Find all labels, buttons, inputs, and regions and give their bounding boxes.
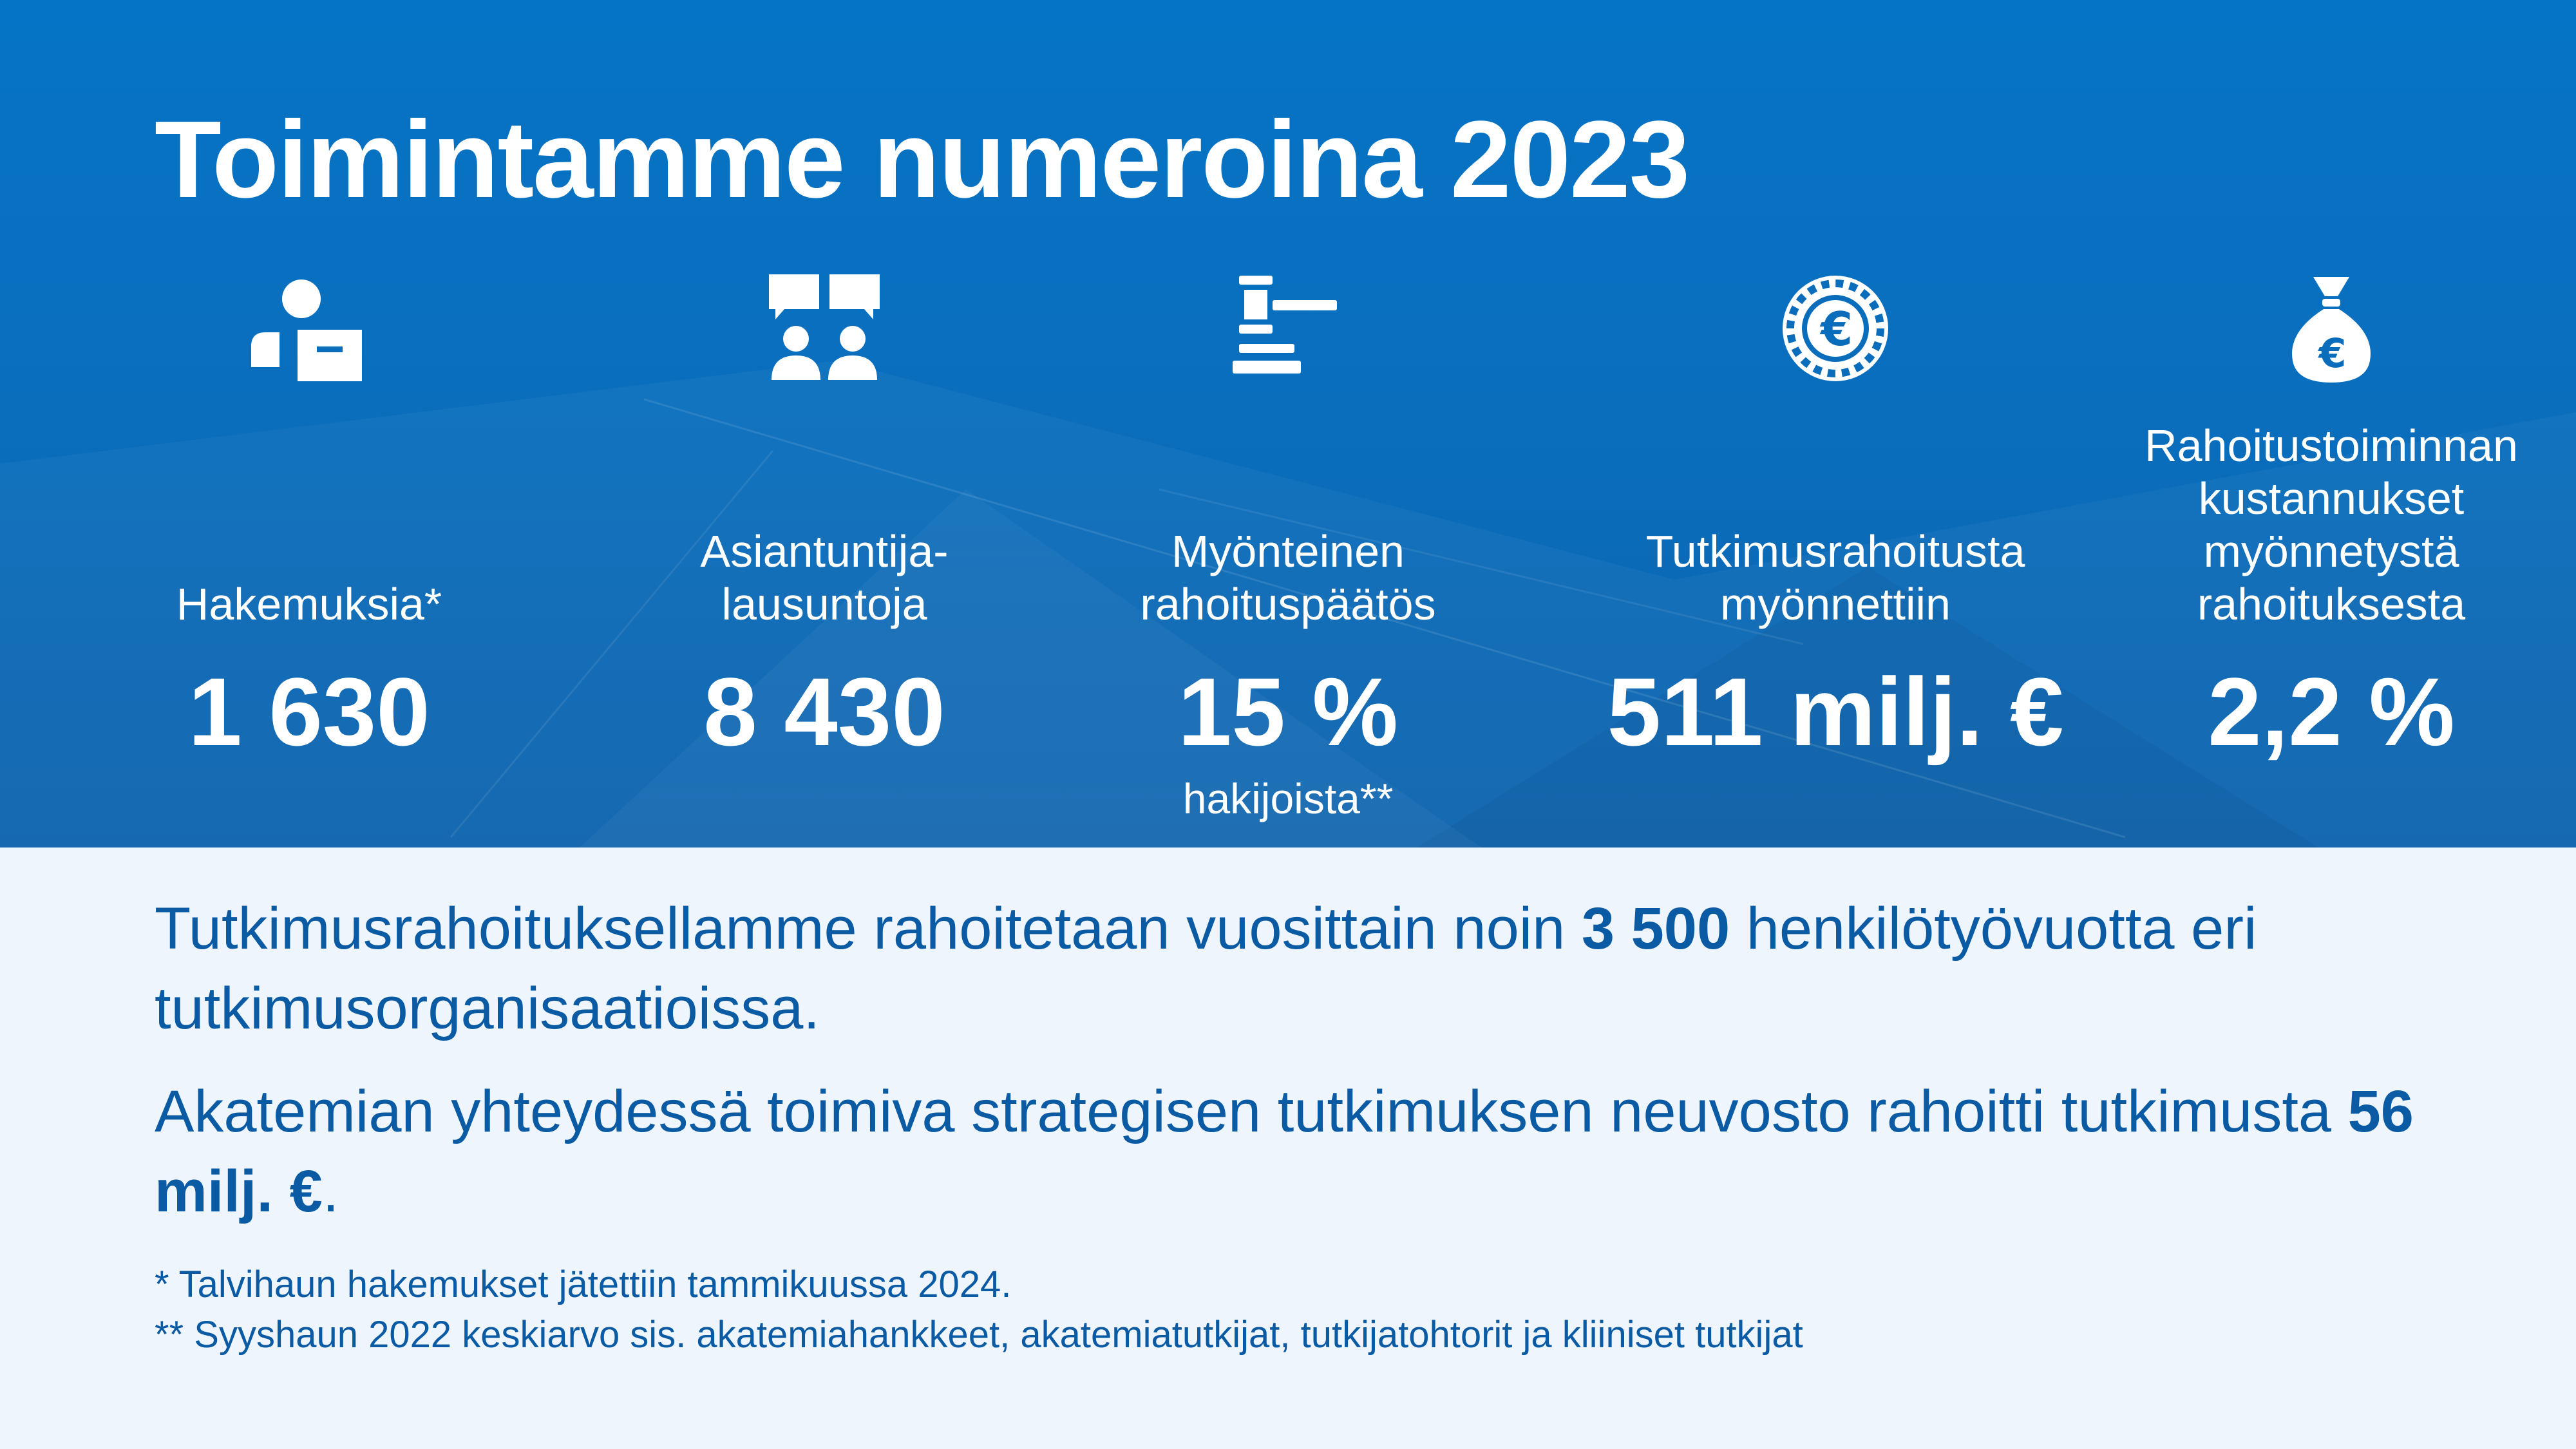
summary-paragraph-strategic-council xyxy=(155,1072,2473,1231)
stat-label xyxy=(1037,525,1539,630)
stat-funding-decision xyxy=(1037,0,1539,848)
summary-text: Tutkimusrahoituksellamme rahoitetaan vuosittain noin xyxy=(155,896,1582,961)
stat-label-line: Asiantuntija- xyxy=(700,526,949,576)
stat-label xyxy=(58,578,560,630)
stat-label xyxy=(1584,525,2087,630)
summary-text: henkilötyövuotta eri tutkimusorganisaatioissa. xyxy=(155,896,2257,1041)
stat-label-line: myönnetystä xyxy=(2203,526,2459,576)
svg-text:€: € xyxy=(1820,302,1853,356)
summary-highlight: 3 500 xyxy=(1581,896,1730,961)
stat-label-line: Hakemuksia* xyxy=(176,579,442,629)
stat-label-line: kustannukset xyxy=(2198,473,2465,524)
stat-value: 15 % xyxy=(1178,658,1398,766)
applicant-icon xyxy=(251,270,367,386)
stat-label xyxy=(573,525,1075,630)
expert-discussion-icon xyxy=(766,270,882,386)
summary-text: . xyxy=(322,1159,339,1224)
stat-label-line: rahoituspäätös xyxy=(1140,579,1436,629)
stat-value: 2,2 % xyxy=(2208,658,2455,766)
stat-research-funding xyxy=(1584,0,2087,848)
footnote: ** Syyshaun 2022 keskiarvo sis. akatemiahankkeet, akatemiatutkijat, tutkijatohtorit ja kliiniset tutkijat xyxy=(155,1314,1803,1356)
stat-applications xyxy=(58,0,560,848)
stat-label xyxy=(2080,419,2576,630)
svg-text:€: € xyxy=(2318,330,2347,377)
gavel-icon xyxy=(1230,270,1346,386)
stat-label-line: Myönteinen xyxy=(1171,526,1405,576)
euro-money-bag-icon xyxy=(2273,270,2389,386)
stat-funding-costs xyxy=(2080,0,2576,848)
stat-expert-reviews xyxy=(573,0,1075,848)
summary-paragraph-person-years xyxy=(155,889,2473,1048)
stat-label-line: myönnettiin xyxy=(1720,579,1951,629)
stat-sub-label: hakijoista** xyxy=(1182,775,1394,822)
stat-label-line: Tutkimusrahoitusta xyxy=(1645,526,2025,576)
footnote: * Talvihaun hakemukset jätettiin tammikuussa 2024. xyxy=(155,1264,1012,1305)
stat-value: 511 milj. € xyxy=(1607,658,2064,766)
stat-value: 1 630 xyxy=(188,658,430,766)
summary-highlight: 56 milj. € xyxy=(155,1079,2414,1224)
stat-label-line: rahoituksesta xyxy=(2197,579,2466,629)
footnotes xyxy=(155,1260,2473,1360)
page-title: Toimintamme numeroina 2023 xyxy=(155,99,1689,221)
stat-label-line: lausuntoja xyxy=(721,579,927,629)
stat-label-line: Rahoitustoiminnan xyxy=(2145,421,2518,471)
summary-text: Akatemian yhteydessä toimiva strategisen tutkimuksen neuvosto rahoitti tutkimusta xyxy=(155,1079,2348,1144)
euro-coin-icon xyxy=(1777,270,1893,386)
stat-value: 8 430 xyxy=(703,658,945,766)
summary-section xyxy=(155,889,2473,1360)
